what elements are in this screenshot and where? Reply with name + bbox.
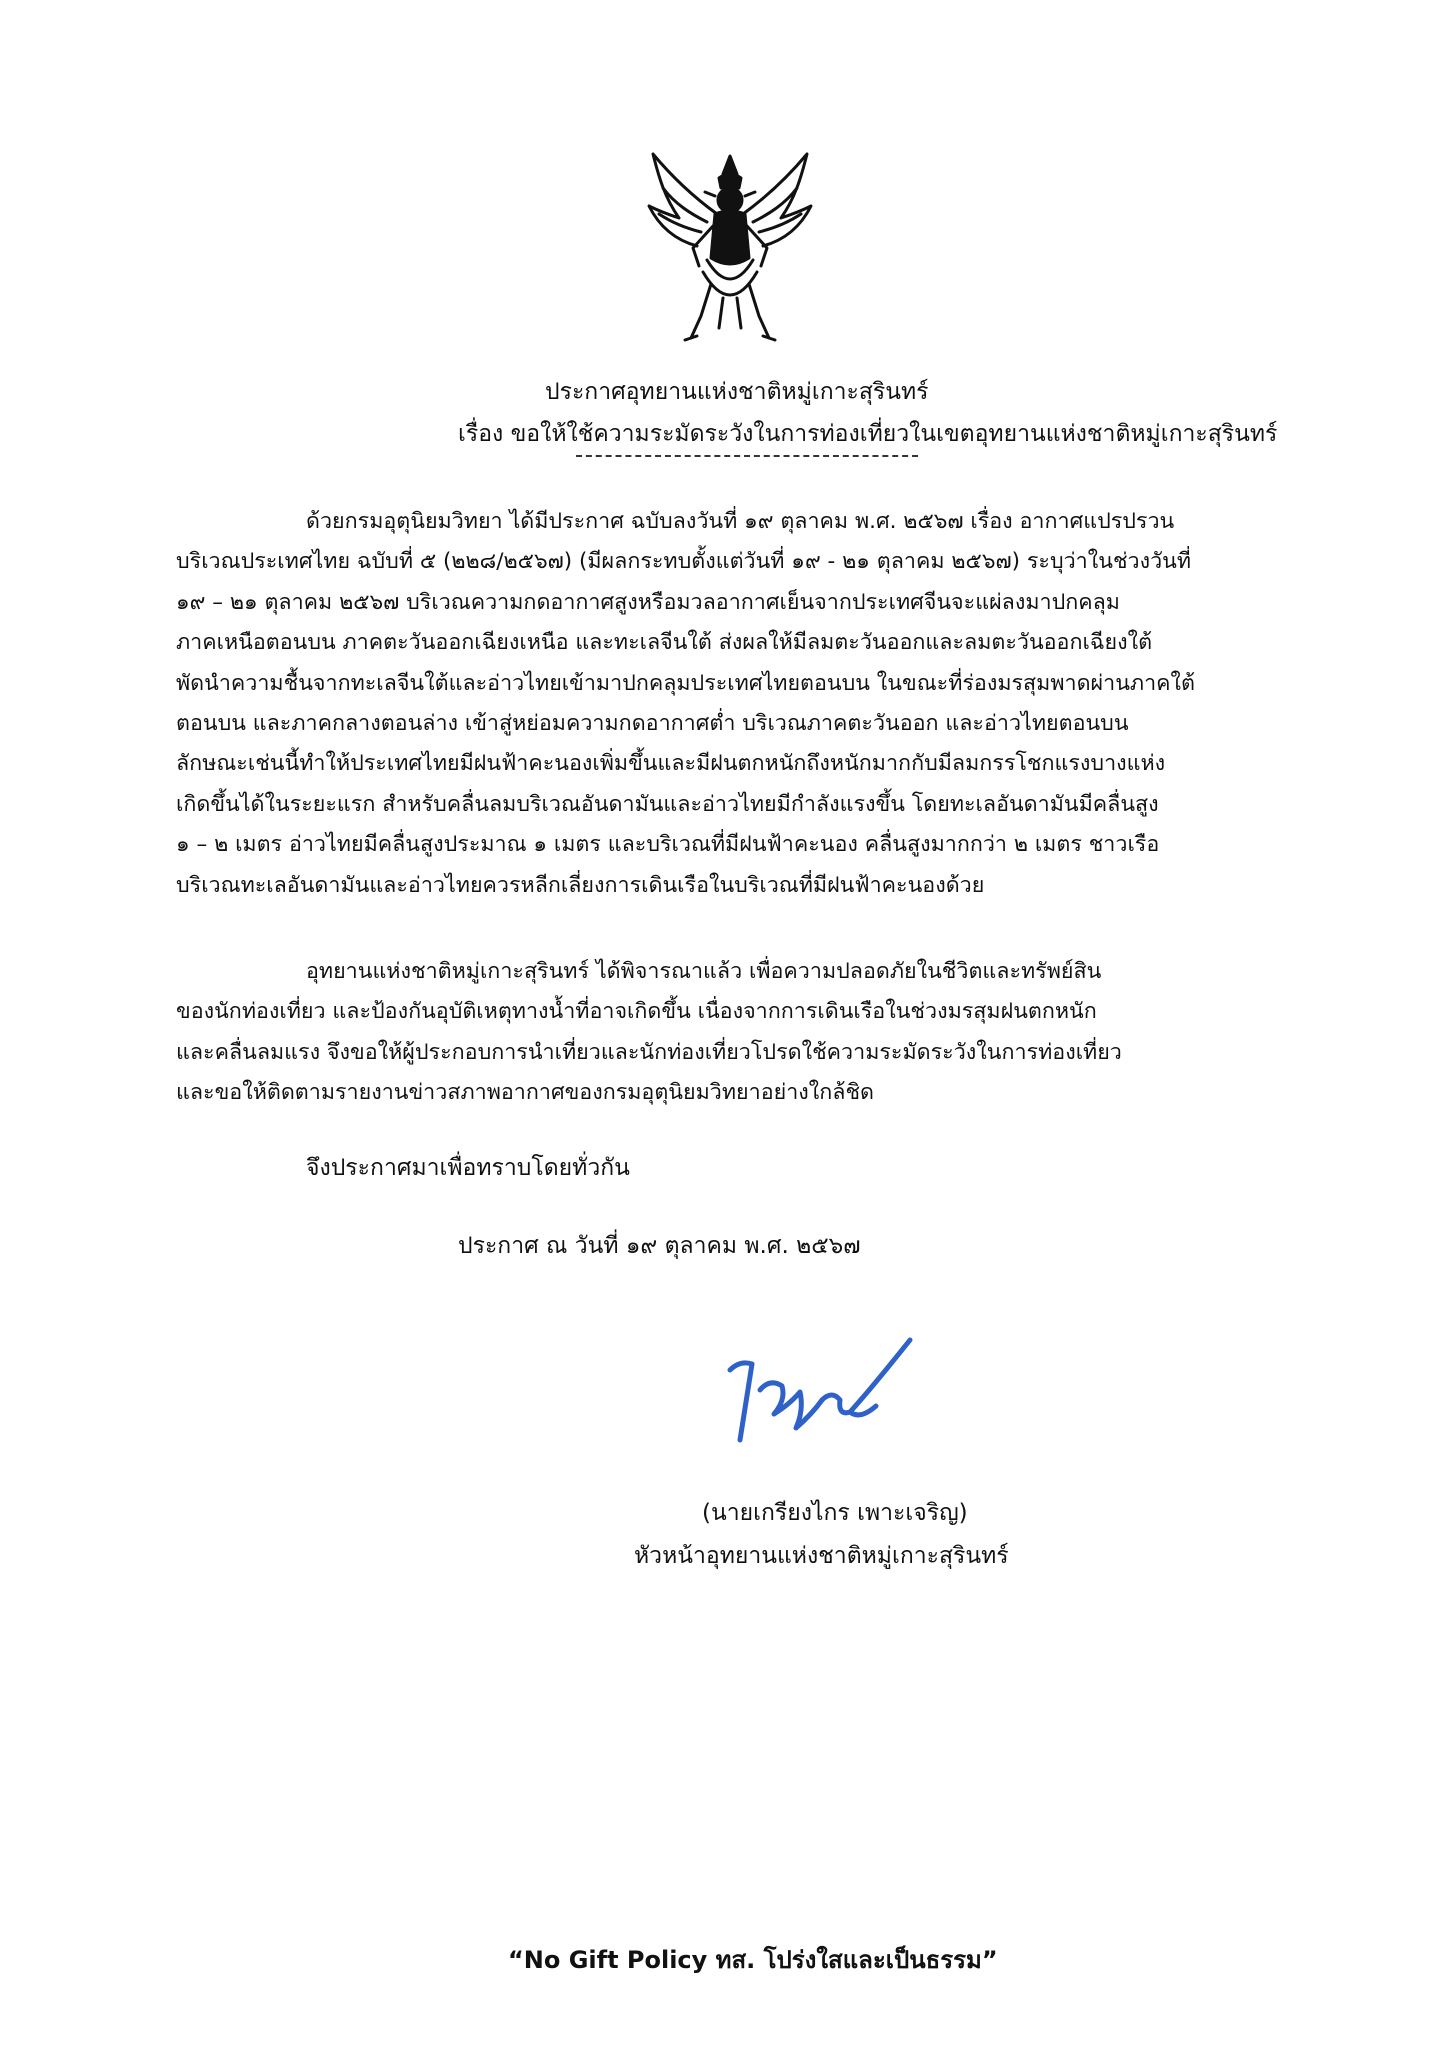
signer-name: (นายเกรียงไกร เพาะเจริญ) bbox=[702, 1500, 968, 1526]
paragraph-line: ของนักท่องเที่ยว และป้องกันอุบัติเหตุทางน้ำที่อาจเกิดขึ้น เนื่องจากการเดินเรือในช่วงมรสุมฝนตกหนัก bbox=[176, 999, 1097, 1025]
paragraph-line: เกิดขึ้นได้ในระยะแรก สำหรับคลื่นลมบริเวณอันดามันและอ่าวไทยมีกำลังแรงขึ้น โดยทะเลอันดามันมีคลื่นสูง bbox=[176, 791, 1159, 817]
footer-slogan: “No Gift Policy ทส. โปร่งใสและเป็นธรรม” bbox=[508, 1946, 998, 1974]
paragraph-line: พัดนำความชื้นจากทะเลจีนใต้และอ่าวไทยเข้ามาปกคลุมประเทศไทยตอนบน ในขณะที่ร่องมรสุมพาดผ่านภาคใต้ bbox=[176, 670, 1196, 696]
paragraph-line: บริเวณทะเลอันดามันและอ่าวไทยควรหลีกเลี่ยงการเดินเรือในบริเวณที่มีฝนฟ้าคะนองด้วย bbox=[176, 872, 985, 898]
paragraph-line: และขอให้ติดตามรายงานข่าวสภาพอากาศของกรมอุตุนิยมวิทยาอย่างใกล้ชิด bbox=[176, 1080, 875, 1106]
document-subject: เรื่อง ขอให้ใช้ความระมัดระวังในการท่องเที่ยวในเขตอุทยานแห่งชาติหมู่เกาะสุรินทร์ bbox=[458, 421, 1278, 447]
handwritten-signature bbox=[700, 1330, 940, 1470]
title-divider bbox=[576, 455, 918, 457]
paragraph-line: ลักษณะเช่นนี้ทำให้ประเทศไทยมีฝนฟ้าคะนองเพิ่มขึ้นและมีฝนตกหนักถึงหนักมากกับมีลมกรรโชกแรงบางแห่ง bbox=[176, 751, 1166, 777]
closing-statement: จึงประกาศมาเพื่อทราบโดยทั่วกัน bbox=[306, 1155, 630, 1181]
garuda-emblem-icon bbox=[645, 148, 815, 348]
paragraph-line: ๑๙ – ๒๑ ตุลาคม ๒๕๖๗ บริเวณความกดอากาศสูงหรือมวลอากาศเย็นจากประเทศจีนจะแผ่ลงมาปกคลุม bbox=[176, 589, 1120, 615]
paragraph-line: ภาคเหนือตอนบน ภาคตะวันออกเฉียงเหนือ และทะเลจีนใต้ ส่งผลให้มีลมตะวันออกและลมตะวันออกเฉียงใต้ bbox=[176, 630, 1153, 656]
paragraph-weather-announcement bbox=[176, 502, 1316, 906]
paragraph-park-advisory bbox=[176, 952, 1316, 1114]
paragraph-line: อุทยานแห่งชาติหมู่เกาะสุรินทร์ ได้พิจารณาแล้ว เพื่อความปลอดภัยในชีวิตและทรัพย์สิน bbox=[306, 959, 1102, 984]
paragraph-line: บริเวณประเทศไทย ฉบับที่ ๕ (๒๒๘/๒๕๖๗) (มีผลกระทบตั้งแต่วันที่ ๑๙ - ๒๑ ตุลาคม ๒๕๖๗) ระบุว่าในช่วงวันที่ bbox=[176, 549, 1192, 575]
announcement-date: ประกาศ ณ วันที่ ๑๙ ตุลาคม พ.ศ. ๒๕๖๗ bbox=[458, 1233, 861, 1259]
signer-position: หัวหน้าอุทยานแห่งชาติหมู่เกาะสุรินทร์ bbox=[634, 1543, 1009, 1569]
paragraph-line: ตอนบน และภาคกลางตอนล่าง เข้าสู่หย่อมความกดอากาศต่ำ บริเวณภาคตะวันออก และอ่าวไทยตอนบน bbox=[176, 711, 1129, 737]
paragraph-line: และคลื่นลมแรง จึงขอให้ผู้ประกอบการนำเที่ยวและนักท่องเที่ยวโปรดใช้ความระมัดระวังในการท่องเที่ยว bbox=[176, 1039, 1122, 1065]
paragraph-line: ๑ – ๒ เมตร อ่าวไทยมีคลื่นสูงประมาณ ๑ เมตร และบริเวณที่มีฝนฟ้าคะนอง คลื่นสูงมากกว่า ๒ เมตร ชาวเรือ bbox=[176, 832, 1160, 858]
paragraph-line: ด้วยกรมอุตุนิยมวิทยา ได้มีประกาศ ฉบับลงวันที่ ๑๙ ตุลาคม พ.ศ. ๒๕๖๗ เรื่อง อากาศแปรปรวน bbox=[306, 509, 1175, 534]
document-title: ประกาศอุทยานแห่งชาติหมู่เกาะสุรินทร์ bbox=[545, 379, 929, 405]
